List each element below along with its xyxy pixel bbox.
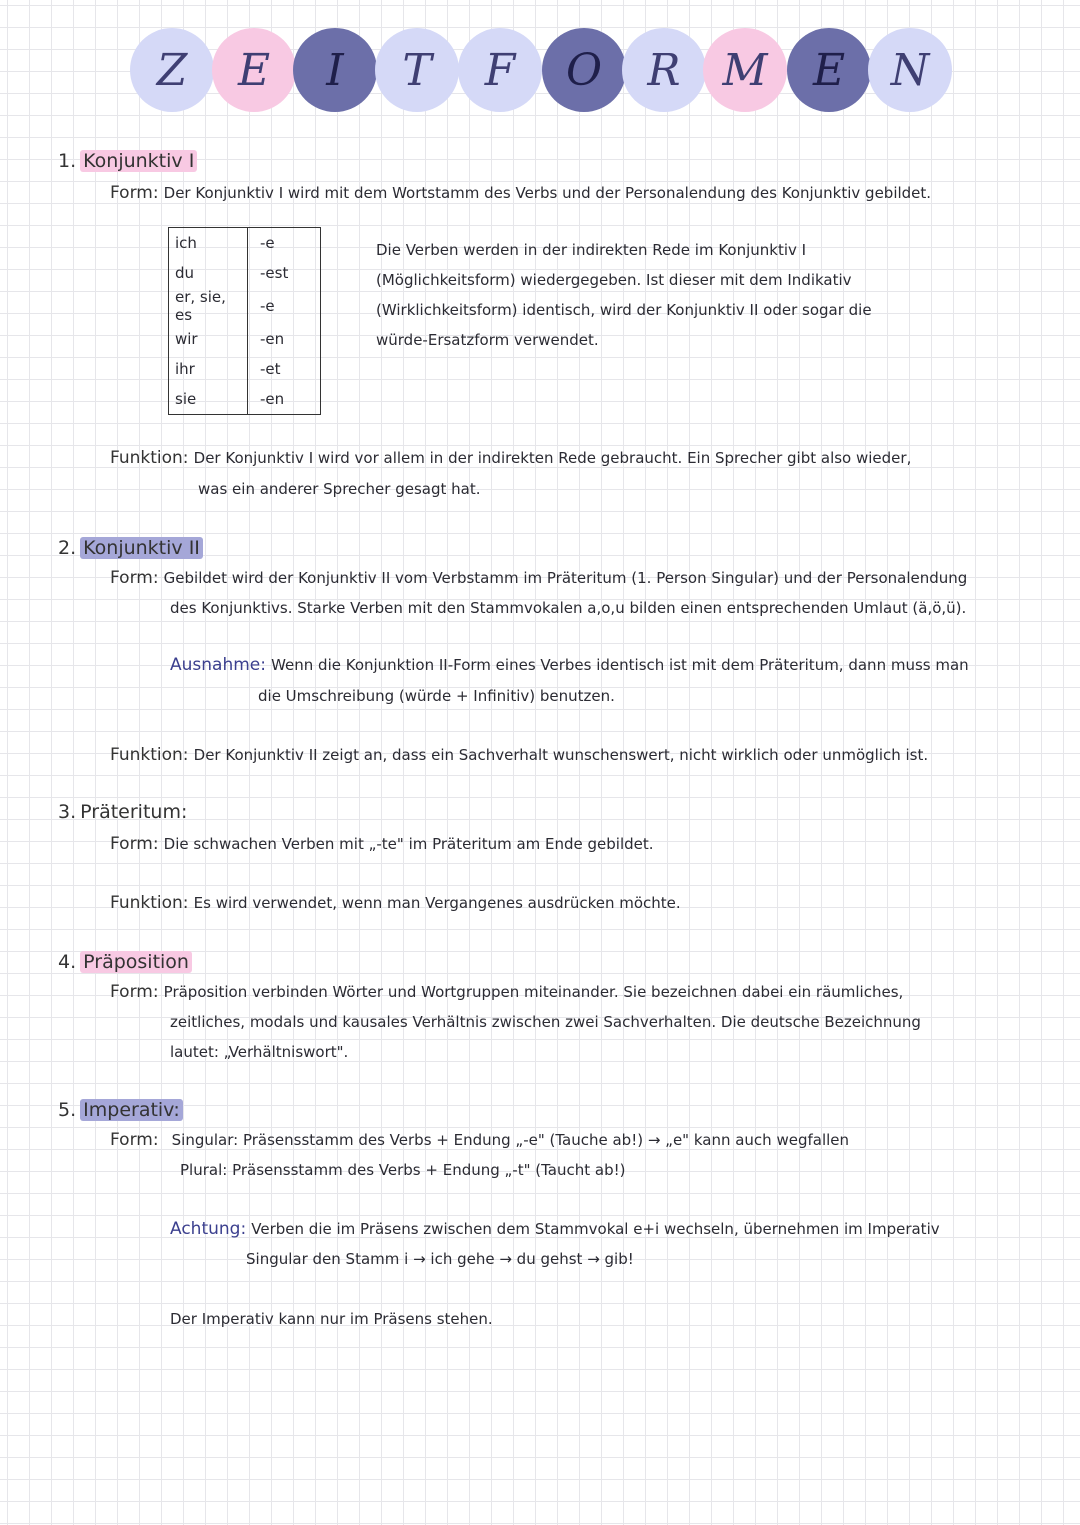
- title-banner: [0, 0, 1080, 120]
- section-5-achtung: Achtung: Verben die im Präsens zwischen dem Stammvokal e+i wechseln, übernehmen im Imperativ: [170, 1219, 940, 1239]
- section-4-heading: 4. Präposition: [58, 951, 192, 973]
- table-row: sie -en: [169, 384, 321, 415]
- section-3-form: Form: Die schwachen Verben mit „-te" im Präteritum am Ende gebildet.: [110, 834, 654, 854]
- title-letter-circle: I: [293, 28, 377, 112]
- section-4-form-line: lautet: „Verhältniswort".: [170, 1043, 349, 1061]
- section-1-form: Form: Der Konjunktiv I wird mit dem Wortstamm des Verbs und der Personalendung des Konjunktiv gebildet.: [110, 183, 932, 203]
- section-2-ausnahme-line: die Umschreibung (würde + Infinitiv) benutzen.: [258, 687, 615, 705]
- section-5-note: Der Imperativ kann nur im Präsens stehen.: [170, 1310, 493, 1328]
- side-note-line: (Wirklichkeitsform) identisch, wird der Konjunktiv II oder sogar die: [376, 301, 872, 319]
- section-5-form: Form: Singular: Präsensstamm des Verbs + Endung „-e" (Tauche ab!) → „e" kann auch wegfallen: [110, 1130, 850, 1150]
- section-3-funktion: Funktion: Es wird verwendet, wenn man Vergangenes ausdrücken möchte.: [110, 893, 681, 913]
- side-note-line: Die Verben werden in der indirekten Rede im Konjunktiv I: [376, 241, 807, 259]
- section-2-funktion: Funktion: Der Konjunktiv II zeigt an, dass ein Sachverhalt wunschenswert, nicht wirklich oder unmöglich ist.: [110, 745, 929, 765]
- title-letter-circle: R: [622, 28, 706, 112]
- title-letter-circle: E: [787, 28, 871, 112]
- section-5-achtung-line: Singular den Stamm i → ich gehe → du gehst → gib!: [246, 1250, 634, 1268]
- title-letter-circle: F: [458, 28, 542, 112]
- title-letter-circle: E: [212, 28, 296, 112]
- title-letter-circle: M: [703, 28, 787, 112]
- side-note-line: (Möglichkeitsform) wiedergegeben. Ist dieser mit dem Indikativ: [376, 271, 852, 289]
- table-row: er, sie, es -e: [169, 288, 321, 324]
- title-letter-circle: T: [375, 28, 459, 112]
- section-4-form-line: zeitliches, modals und kausales Verhältnis zwischen zwei Sachverhalten. Die deutsche Bezeichnung: [170, 1013, 921, 1031]
- table-row: ich -e: [169, 228, 321, 259]
- table-row: du -est: [169, 258, 321, 288]
- section-3-heading: 3. Präteritum:: [58, 801, 188, 823]
- section-5-form-line: Plural: Präsensstamm des Verbs + Endung „-t" (Taucht ab!): [180, 1161, 626, 1179]
- title-letter-circle: N: [868, 28, 952, 112]
- section-2-form: Form: Gebildet wird der Konjunktiv II vom Verbstamm im Präteritum (1. Person Singular) und der Personalendung: [110, 568, 968, 588]
- section-1-funktion-line: was ein anderer Sprecher gesagt hat.: [198, 480, 481, 498]
- section-4-form: Form: Präposition verbinden Wörter und Wortgruppen miteinander. Sie bezeichnen dabei ein räumliches,: [110, 982, 904, 1002]
- section-1-heading: 1. Konjunktiv I: [58, 150, 197, 172]
- side-note-line: würde-Ersatzform verwendet.: [376, 331, 599, 349]
- title-letter-circle: O: [542, 28, 626, 112]
- table-row: wir -en: [169, 324, 321, 354]
- section-2-heading: 2. Konjunktiv II: [58, 537, 203, 559]
- section-1-funktion: Funktion: Der Konjunktiv I wird vor allem in der indirekten Rede gebraucht. Ein Sprecher gibt also wieder,: [110, 448, 912, 468]
- section-2-ausnahme: Ausnahme: Wenn die Konjunktion II-Form eines Verbes identisch ist mit dem Präteritum, dann muss man: [170, 655, 969, 675]
- section-5-heading: 5. Imperativ:: [58, 1099, 183, 1121]
- section-2-form-line: des Konjunktivs. Starke Verben mit den Stammvokalen a,o,u bilden einen entsprechenden Umlaut (ä,ö,ü).: [170, 599, 967, 617]
- title-letter-circle: Z: [130, 28, 214, 112]
- table-row: ihr -et: [169, 354, 321, 384]
- conjugation-table: [168, 227, 321, 415]
